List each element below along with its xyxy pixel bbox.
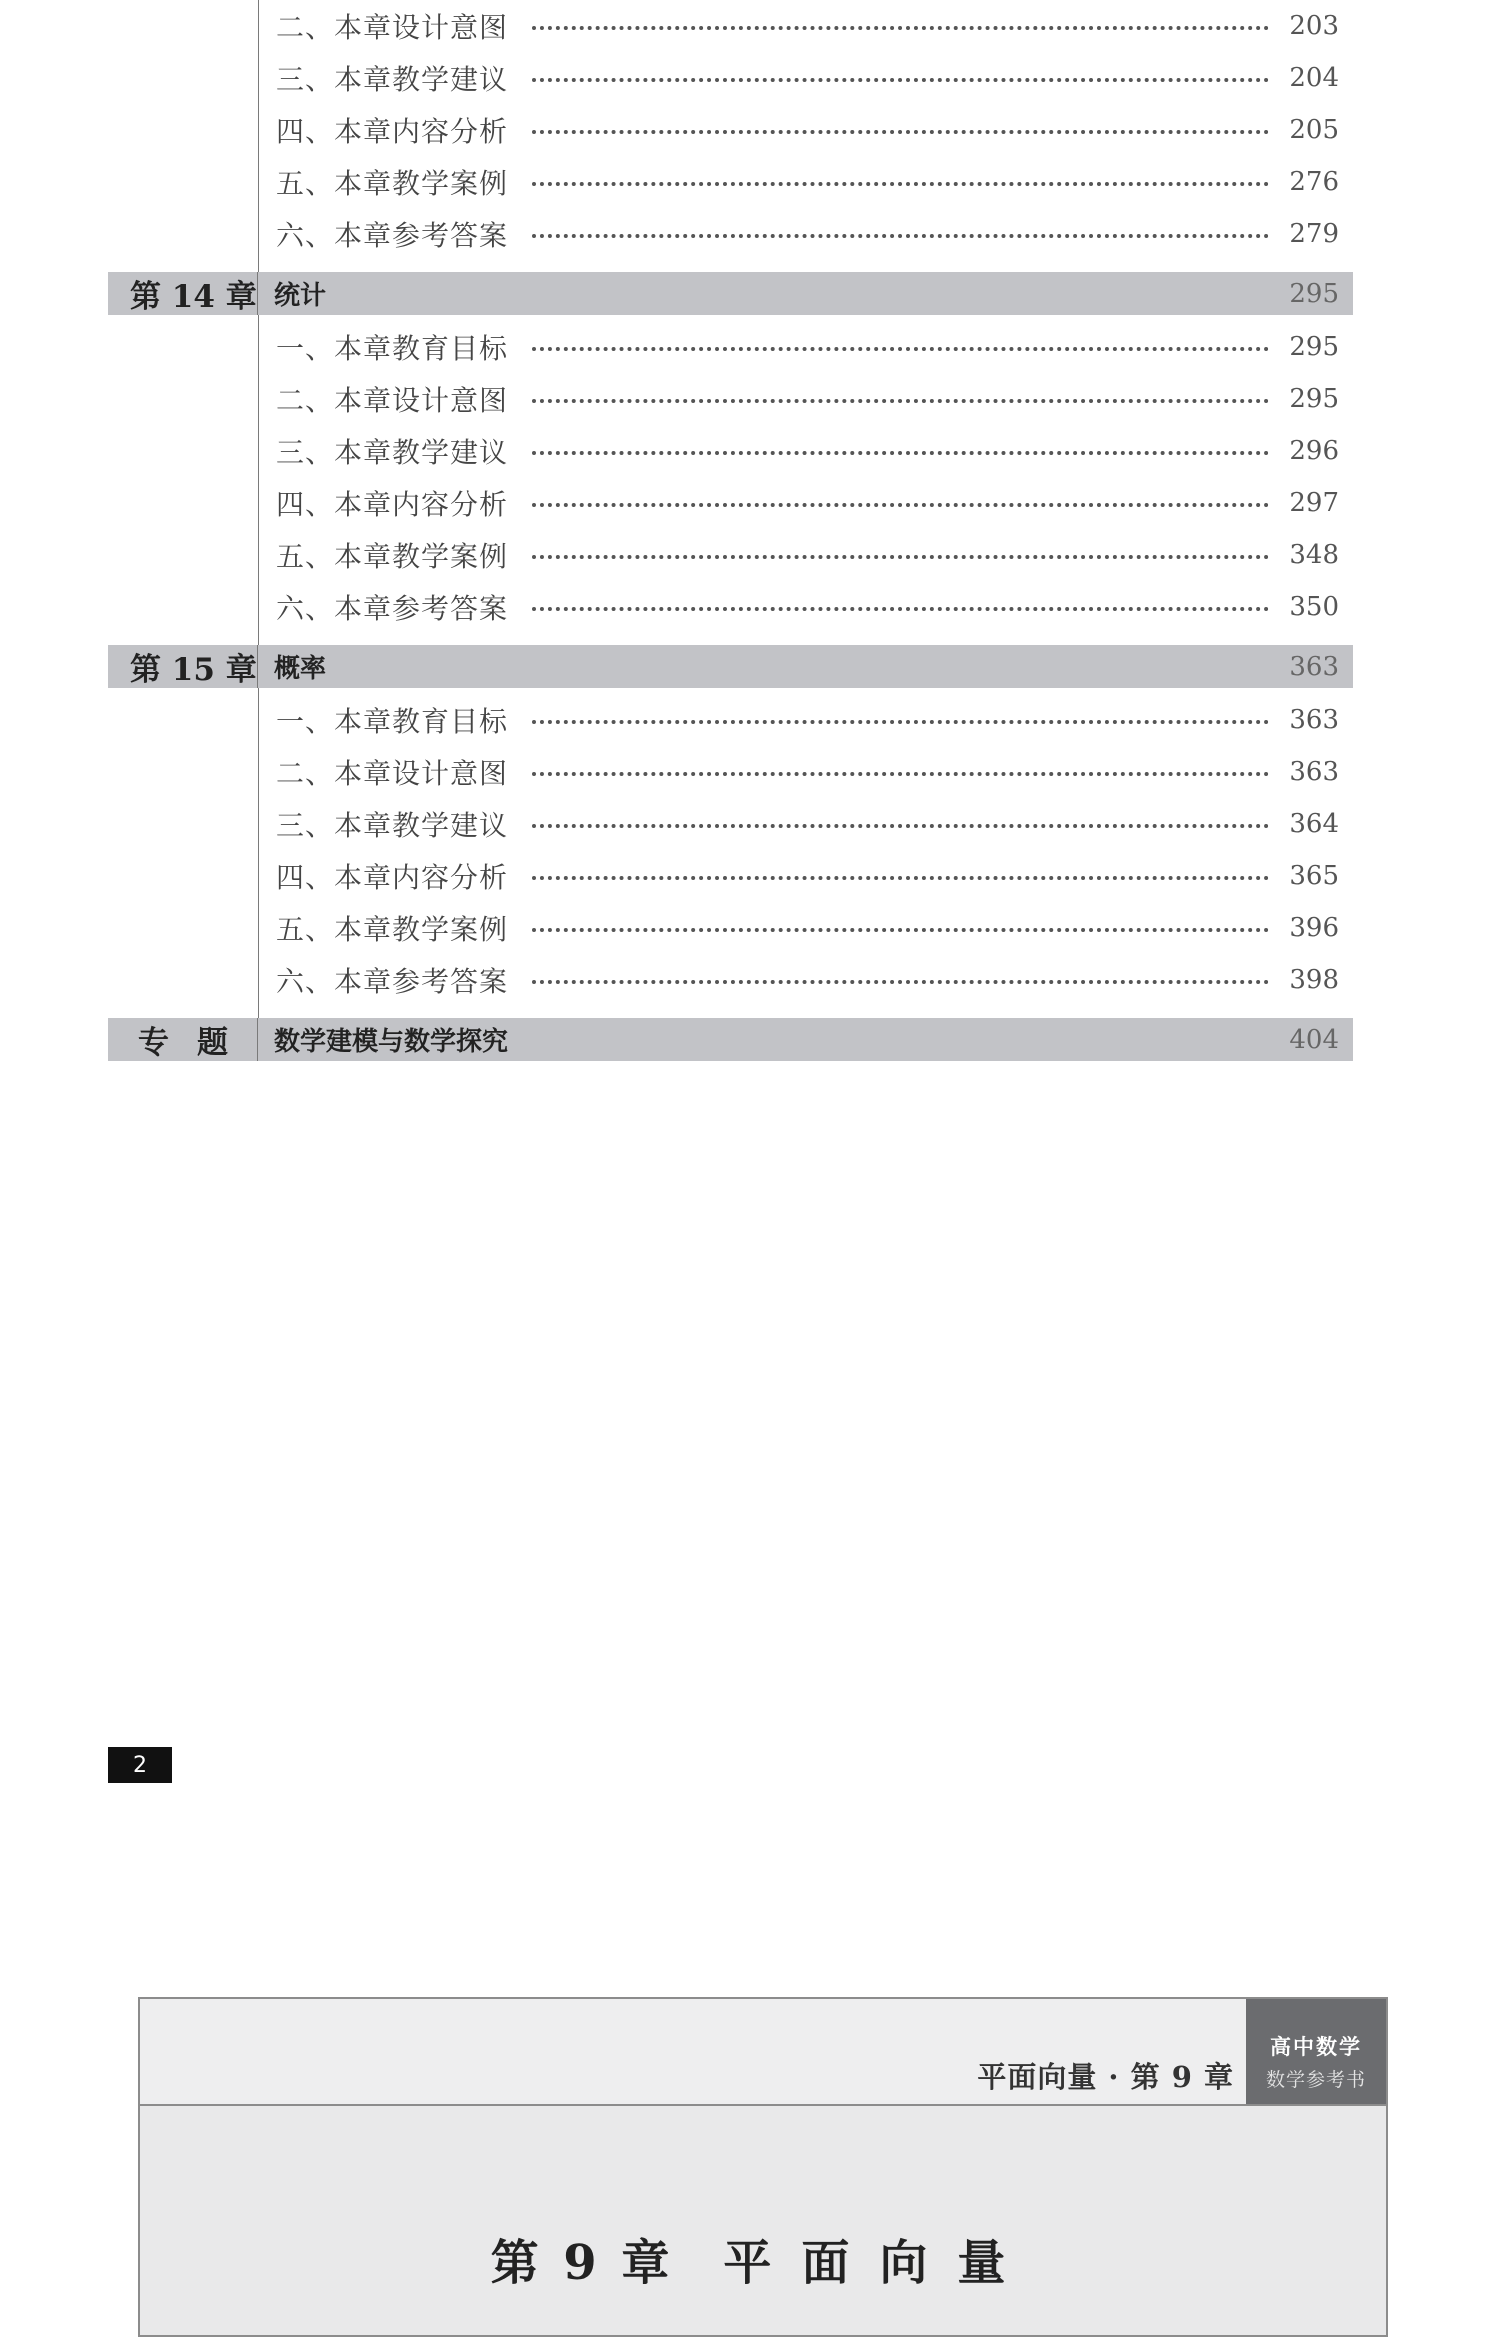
- leader-dots: [532, 451, 1269, 455]
- toc-entry-label: 三、本章教学建议: [276, 63, 509, 96]
- running-header-text: 平面向量 · 第 9 章: [977, 2060, 1234, 2094]
- toc-entry-page: 363: [1289, 757, 1339, 787]
- leader-dots: [532, 980, 1269, 984]
- toc-entry-label: 二、本章设计意图: [276, 11, 509, 44]
- toc-entry-page: 279: [1289, 219, 1339, 249]
- toc-entry-page: 276: [1289, 167, 1339, 197]
- toc-entry[interactable]: [108, 52, 1353, 104]
- toc-entry-page: 295: [1289, 332, 1339, 362]
- toc-entry[interactable]: [108, 208, 1353, 260]
- toc-entry[interactable]: [108, 746, 1353, 798]
- leader-dots: [532, 503, 1269, 507]
- toc-entry-label: 四、本章内容分析: [276, 115, 509, 148]
- next-page-preview: [138, 1997, 1388, 2337]
- chapter-title: 概率: [274, 654, 327, 684]
- toc-subsection-group: [108, 0, 1353, 272]
- series-badge-line1: 高中数学: [1270, 2034, 1362, 2059]
- special-topic-label: 专题: [108, 1018, 258, 1061]
- page-number-badge: 2: [108, 1747, 172, 1783]
- toc-entry[interactable]: [108, 529, 1353, 581]
- toc-entry-page: 205: [1289, 115, 1339, 145]
- toc-entry-label: 二、本章设计意图: [276, 384, 509, 417]
- toc-subsection-group: [108, 315, 1353, 645]
- toc-entry[interactable]: [108, 104, 1353, 156]
- chapter-page: 295: [1289, 278, 1339, 309]
- toc-chapter-heading[interactable]: [108, 645, 1353, 688]
- toc-entry-label: 三、本章教学建议: [276, 436, 509, 469]
- leader-dots: [532, 347, 1269, 351]
- toc-entry-label: 五、本章教学案例: [276, 540, 509, 573]
- leader-dots: [532, 928, 1269, 932]
- toc-entry-page: 365: [1289, 861, 1339, 891]
- toc-special-topic-heading[interactable]: [108, 1018, 1353, 1061]
- toc-entry-page: 363: [1289, 705, 1339, 735]
- toc-entry[interactable]: [108, 0, 1353, 52]
- toc-entry[interactable]: [108, 902, 1353, 954]
- chapter-title-number: 第 9 章: [490, 2235, 674, 2291]
- leader-dots: [532, 130, 1269, 134]
- toc-entry-label: 一、本章教育目标: [276, 705, 509, 738]
- toc-entry-label: 三、本章教学建议: [276, 809, 509, 842]
- leader-dots: [532, 78, 1269, 82]
- leader-dots: [532, 182, 1269, 186]
- toc-entry-label: 五、本章教学案例: [276, 167, 509, 200]
- series-badge-line2: 数学参考书: [1265, 2069, 1366, 2091]
- toc-chapter-heading[interactable]: [108, 272, 1353, 315]
- leader-dots: [532, 876, 1269, 880]
- toc-entry[interactable]: [108, 694, 1353, 746]
- toc-entry-page: 398: [1289, 965, 1339, 995]
- toc-entry-label: 六、本章参考答案: [276, 592, 509, 625]
- toc-entry-label: 二、本章设计意图: [276, 757, 509, 790]
- toc-entry-page: 396: [1289, 913, 1339, 943]
- toc-entry-page: 350: [1289, 592, 1339, 622]
- toc-entry-page: 296: [1289, 436, 1339, 466]
- toc-entry[interactable]: [108, 321, 1353, 373]
- leader-dots: [532, 234, 1269, 238]
- table-of-contents: [108, 0, 1353, 1061]
- chapter-number: 第 14 章: [108, 272, 258, 315]
- chapter-title-heading: [140, 2224, 1386, 2293]
- toc-entry-page: 364: [1289, 809, 1339, 839]
- leader-dots: [532, 824, 1269, 828]
- toc-entry-label: 四、本章内容分析: [276, 488, 509, 521]
- toc-entry-label: 四、本章内容分析: [276, 861, 509, 894]
- leader-dots: [532, 26, 1269, 30]
- leader-dots: [532, 772, 1269, 776]
- toc-entry-label: 一、本章教育目标: [276, 332, 509, 365]
- toc-entry-label: 五、本章教学案例: [276, 913, 509, 946]
- special-topic-title: 数学建模与数学探究: [274, 1027, 509, 1057]
- toc-entry[interactable]: [108, 425, 1353, 477]
- toc-entry-label: 六、本章参考答案: [276, 219, 509, 252]
- chapter-number: 第 15 章: [108, 645, 258, 688]
- toc-entry-page: 348: [1289, 540, 1339, 570]
- leader-dots: [532, 720, 1269, 724]
- leader-dots: [532, 555, 1269, 559]
- special-topic-page: 404: [1289, 1024, 1339, 1055]
- toc-entry[interactable]: [108, 156, 1353, 208]
- toc-subsection-group: [108, 688, 1353, 1018]
- toc-entry[interactable]: [108, 798, 1353, 850]
- toc-entry-page: 204: [1289, 63, 1339, 93]
- toc-entry-page: 295: [1289, 384, 1339, 414]
- toc-entry[interactable]: [108, 477, 1353, 529]
- book-series-badge: [1246, 1999, 1386, 2104]
- toc-entry-page: 297: [1289, 488, 1339, 518]
- leader-dots: [532, 399, 1269, 403]
- toc-entry-label: 六、本章参考答案: [276, 965, 509, 998]
- toc-entry[interactable]: [108, 581, 1353, 633]
- chapter-title: 统计: [274, 281, 327, 311]
- running-header-bar: [140, 1999, 1386, 2106]
- toc-entry[interactable]: [108, 954, 1353, 1006]
- toc-entry-page: 203: [1289, 11, 1339, 41]
- leader-dots: [532, 607, 1269, 611]
- toc-entry[interactable]: [108, 373, 1353, 425]
- chapter-title-text: 平面向量: [723, 2235, 1036, 2291]
- toc-entry[interactable]: [108, 850, 1353, 902]
- chapter-page: 363: [1289, 651, 1339, 682]
